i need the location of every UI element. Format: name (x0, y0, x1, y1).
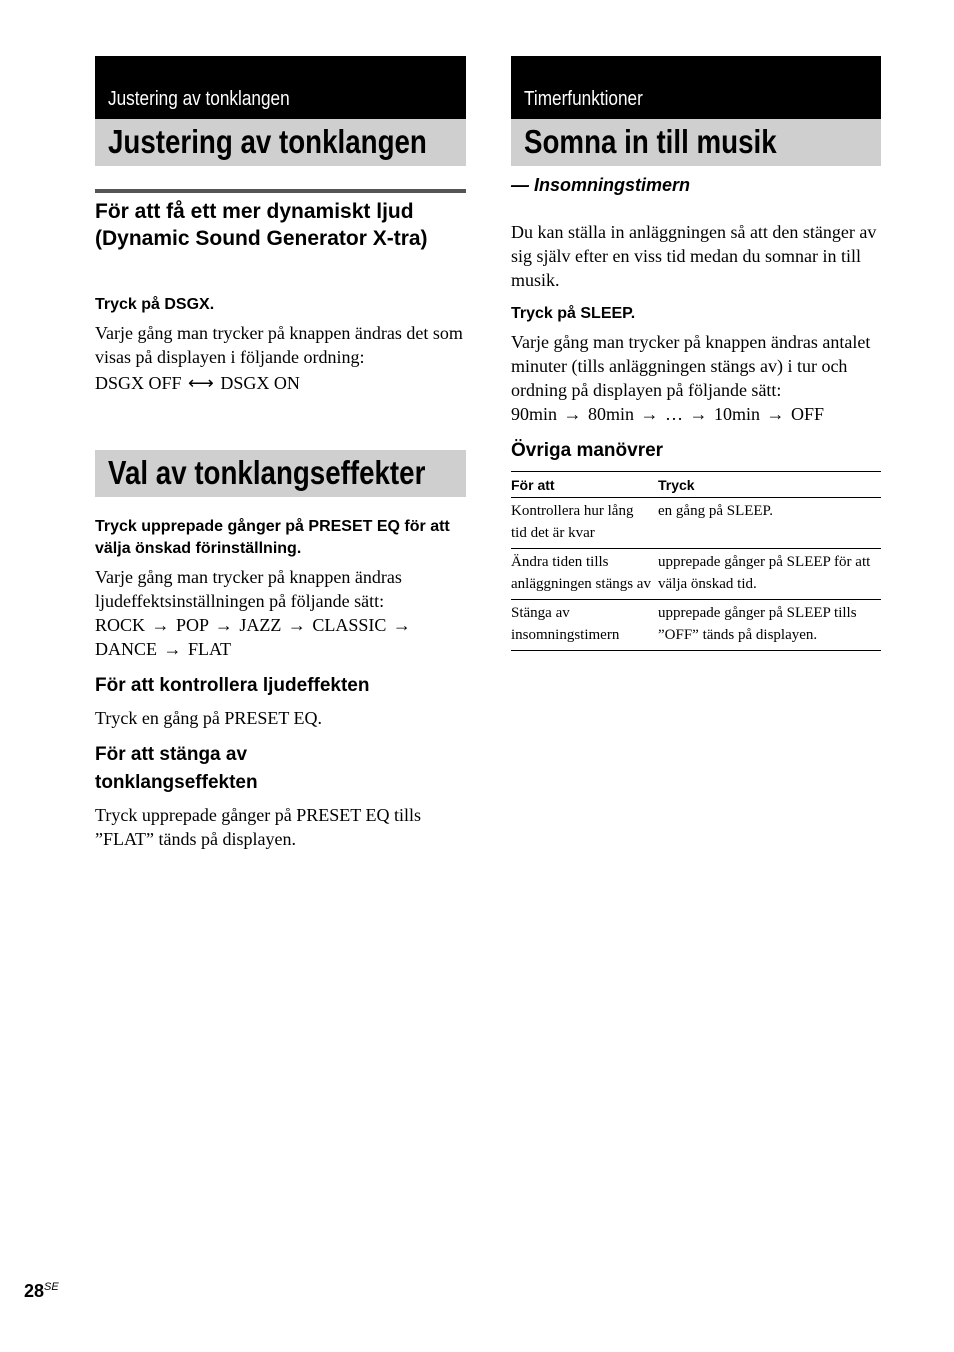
turnoff-heading: För att stänga av tonklangseffekten (95, 744, 258, 793)
dsgx-heading: För att få ett mer dynamiskt ljud (Dynamic Sound Generator X-tra) (95, 200, 428, 250)
arrow-right-icon: → (640, 404, 659, 424)
arrow-right-icon: → (151, 615, 170, 635)
section-tab (511, 56, 881, 119)
sleep-80: 80min (588, 404, 635, 424)
check-heading: För att kontrollera ljudeffekten (95, 675, 370, 696)
eq-classic: CLASSIC (312, 615, 387, 635)
dsgx-on-label: DSGX ON (220, 373, 300, 393)
sleep-off: OFF (791, 404, 825, 424)
section-title-bar (511, 119, 881, 166)
table-cell: upprepade gånger på SLEEP för att välja önskad tid. (658, 549, 881, 600)
page-number-suffix: SE (44, 1281, 59, 1293)
effects-sequence (95, 613, 466, 661)
arrow-right-icon: → (163, 639, 182, 659)
table-row (511, 498, 881, 549)
column-header: För att (511, 472, 658, 498)
effects-title-bar (95, 450, 466, 497)
table-header-row (511, 472, 881, 498)
section-title-bar (95, 119, 466, 166)
dsgx-text: Varje gång man trycker på knappen ändras det som visas på displayen i följande ordning: (95, 323, 463, 367)
heading-rule (95, 189, 466, 193)
dsgx-instruction: Tryck på DSGX. (95, 296, 215, 313)
eq-pop: POP (176, 615, 209, 635)
sleep-text: Varje gång man trycker på knappen ändras antalet minuter (tills anläggningen stängs av) i tur och ordning på displayen på följande sätt: (511, 332, 871, 400)
dsgx-off-label: DSGX OFF (95, 373, 182, 393)
sleep-90: 90min (511, 404, 558, 424)
table-cell: Kontrollera hur lång tid det är kvar (511, 498, 658, 549)
section-title: Justering av tonklangen (108, 123, 427, 160)
table-row (511, 549, 881, 600)
effects-text: Varje gång man trycker på knappen ändras ljudeffektsinställningen på följande sätt: (95, 567, 402, 611)
section-title: Somna in till musik (524, 123, 777, 160)
page-number-value: 28 (24, 1281, 45, 1301)
table-heading: Övriga manövrer (511, 440, 664, 461)
arrow-right-icon: → (287, 615, 306, 635)
table-row (511, 600, 881, 651)
sleep-sequence (511, 402, 881, 426)
table-cell: en gång på SLEEP. (658, 498, 881, 549)
arrow-right-icon: → (563, 404, 582, 424)
section-tab-label: Timerfunktioner (524, 88, 643, 110)
column-header: Tryck (658, 472, 881, 498)
eq-jazz: JAZZ (239, 615, 282, 635)
effects-title: Val av tonklangseffekter (108, 454, 426, 491)
arrow-right-icon: → (392, 615, 411, 635)
eq-dance: DANCE (95, 639, 157, 659)
turnoff-text: Tryck upprepade gånger på PRESET EQ tills ”FLAT” tänds på displayen. (95, 805, 421, 849)
table-cell: upprepade gånger på SLEEP tills ”OFF” tänds på displayen. (658, 600, 881, 651)
eq-flat: FLAT (188, 639, 232, 659)
eq-rock: ROCK (95, 615, 146, 635)
section-tab (95, 56, 466, 119)
double-arrow-icon: ⟷ (188, 373, 214, 393)
arrow-right-icon: → (689, 404, 708, 424)
operations-table (511, 471, 881, 651)
sleep-instruction: Tryck på SLEEP. (511, 305, 636, 322)
arrow-right-icon: → (214, 615, 233, 635)
sleep-ellipsis: … (665, 404, 684, 424)
sleep-10: 10min (714, 404, 761, 424)
arrow-right-icon: → (766, 404, 785, 424)
sleep-intro: Du kan ställa in anläggningen så att den stänger av sig själv efter en viss tid medan du somnar in till musik. (511, 222, 877, 290)
check-text: Tryck en gång på PRESET EQ. (95, 708, 322, 728)
section-subtitle: — Insomningstimern (511, 175, 691, 195)
table-cell: Stänga av insomningstimern (511, 600, 658, 651)
table-cell: Ändra tiden tills anläggningen stängs av (511, 549, 658, 600)
dsgx-sequence (95, 371, 466, 395)
page-number (24, 1281, 59, 1302)
effects-instruction: Tryck upprepade gånger på PRESET EQ för att välja önskad förinställning. (95, 518, 450, 557)
section-tab-label: Justering av tonklangen (108, 88, 290, 110)
